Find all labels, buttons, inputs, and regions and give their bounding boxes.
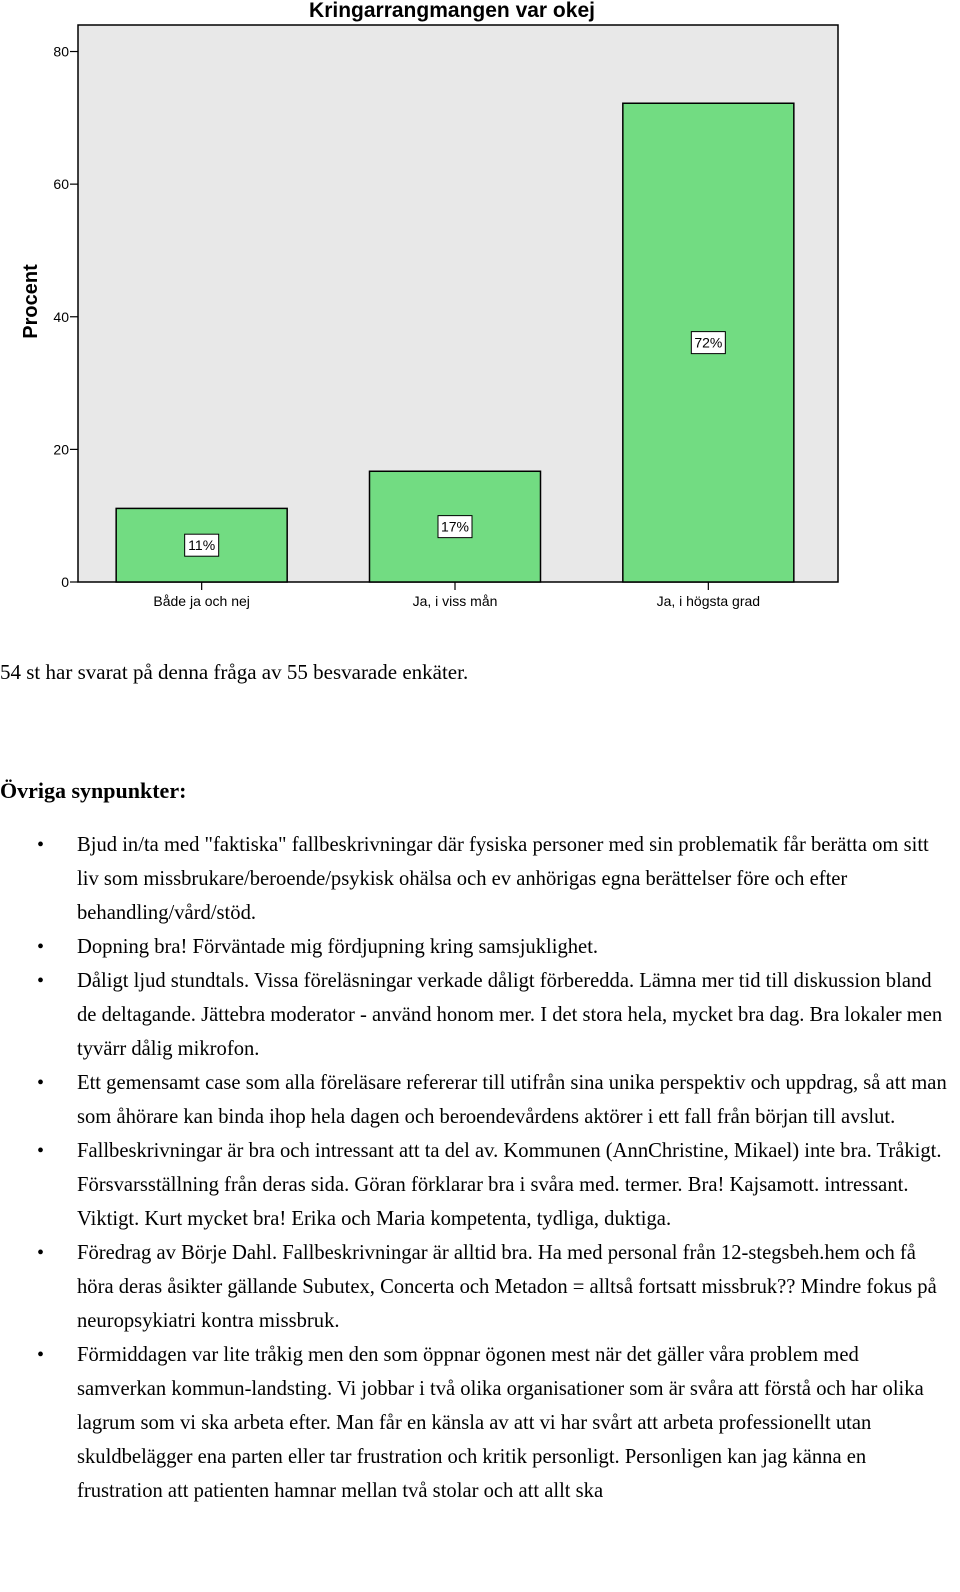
data-label: 17% (440, 518, 470, 535)
bullet-icon: • (37, 1344, 45, 1366)
y-tick-label: 60 (53, 176, 69, 193)
comment-text: Dopning bra! Förväntade mig fördjupning kring samsjuklighet. (77, 936, 599, 958)
bullet-icon: • (37, 1072, 45, 1094)
bullet-icon: • (37, 834, 45, 856)
comment-text: Fallbeskrivningar är bra och intressant att ta del av. Kommunen (AnnChristine, Mikael) inte bra. Tråkigt. Försvarsställning från deras sida. Göran förklarar bra i svåra med. termer. Bra! Kajsamott. intressant. Viktigt. Kurt mycket bra! Erika och Maria kompetenta, tydliga, duktiga. (77, 1140, 942, 1230)
data-label: 72% (694, 334, 723, 351)
comment-text: Ett gemensamt case som alla föreläsare refererar till utifrån sina unika perspektiv och uppdrag, så att man som åhörare kan binda ihop hela dagen och beroendevårdens aktörer i ett fall från början till avslut. (77, 1072, 947, 1128)
bar-chart (0, 0, 960, 625)
list-item (0, 828, 960, 930)
x-tick-label: Både ja och nej (153, 593, 250, 609)
comments-list (0, 828, 960, 1508)
other-comments-heading: Övriga synpunkter: (0, 778, 187, 803)
comment-text: Bjud in/ta med "faktiska" fallbeskrivningar där fysiska personer med sin problematik får berätta om sitt liv som missbrukare/beroende/psykisk ohälsa och ev anhörigas egna berättelser före och efter behandling/vård/stöd. (77, 834, 929, 924)
chart-title: Kringarrangmangen var okej (309, 0, 595, 22)
x-tick-label: Ja, i viss mån (412, 593, 498, 609)
list-item (0, 1134, 960, 1236)
comment-text: Dåligt ljud stundtals. Vissa föreläsningar verkade dåligt förberedda. Lämna mer tid till diskussion bland de deltagande. Jättebra moderator - använd honom mer. I det stora hela, mycket bra dag. Bra lokaler men tyvärr dålig mikrofon. (77, 970, 943, 1060)
y-axis-label: Procent (20, 264, 42, 339)
list-item (0, 1066, 960, 1134)
bullet-icon: • (37, 936, 45, 958)
response-count-note: 54 st har svarat på denna fråga av 55 besvarade enkäter. (0, 660, 469, 684)
data-label: 11% (188, 537, 216, 554)
list-item (0, 930, 960, 964)
y-tick-label: 20 (53, 441, 69, 458)
bullet-icon: • (37, 970, 45, 992)
comment-text: Föredrag av Börje Dahl. Fallbeskrivningar är alltid bra. Ha med personal från 12-stegsbeh.hem och få höra deras åsikter gällande Subutex, Concerta och Metadon = alltså fortsatt missbruk?? Mindre fokus på neuropsykiatri kontra missbruk. (77, 1242, 937, 1332)
list-item (0, 1236, 960, 1338)
list-item (0, 964, 960, 1066)
y-tick-label: 40 (53, 308, 69, 325)
chart-canvas (0, 0, 960, 625)
bullet-icon: • (37, 1140, 45, 1162)
y-tick-label: 0 (61, 574, 69, 590)
y-tick-label: 80 (53, 43, 69, 60)
comment-text: Förmiddagen var lite tråkig men den som öppnar ögonen mest när det gäller våra problem med samverkan kommun-landsting. Vi jobbar i två olika organisationer som är svåra att förstå och har olika lagrum som vi ska arbeta efter. Man får en känsla av att vi har svårt att arbeta professionellt utan skuldbelägger ena parten eller tar frustration och kritik personligt. Personligen kan jag känna en frustration att patienten hamnar mellan två stolar och att allt ska (77, 1344, 924, 1502)
x-tick-label: Ja, i högsta grad (656, 593, 761, 609)
bullet-icon: • (37, 1242, 45, 1264)
list-item (0, 1338, 960, 1508)
